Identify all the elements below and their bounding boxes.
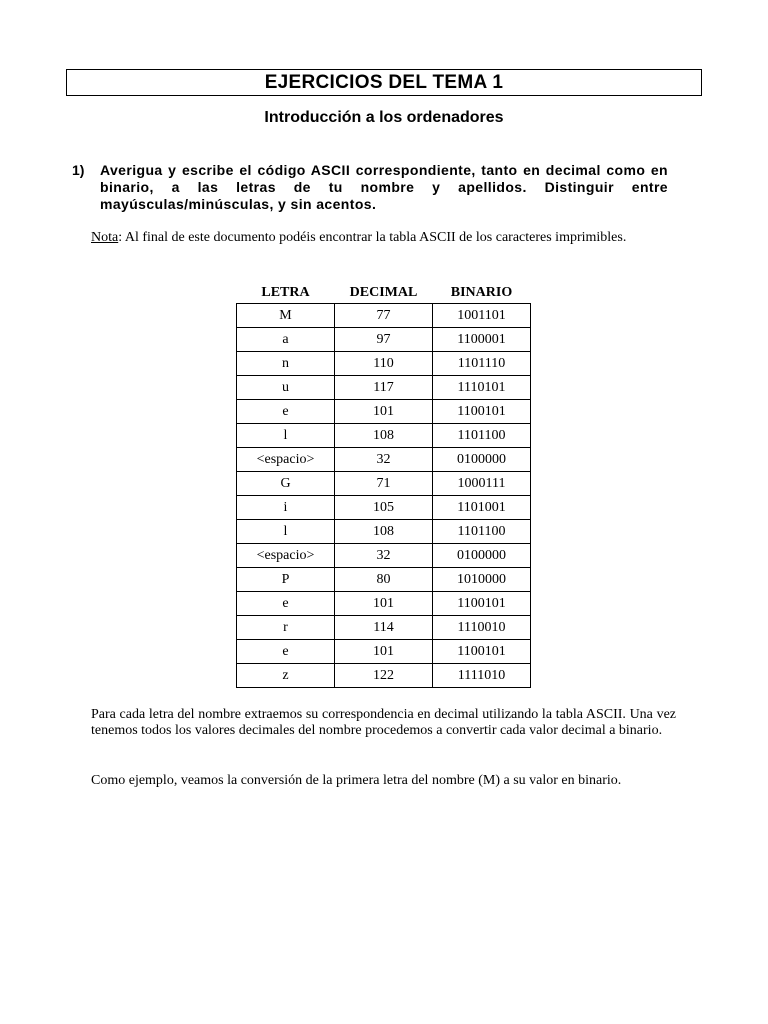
cell-decimal: 77 (335, 304, 433, 328)
document-title: EJERCICIOS DEL TEMA 1 (264, 71, 504, 93)
cell-letra: <espacio> (237, 448, 335, 472)
cell-binario: 1100101 (433, 592, 531, 616)
cell-letra: P (237, 568, 335, 592)
header-letra: LETRA (261, 285, 310, 300)
table-row (237, 664, 531, 688)
cell-decimal: 71 (335, 472, 433, 496)
table-row (237, 640, 531, 664)
table-row (237, 568, 531, 592)
header-decimal: DECIMAL (349, 285, 418, 300)
cell-decimal: 108 (335, 424, 433, 448)
note-label: Nota (91, 230, 119, 245)
cell-binario: 1000111 (433, 472, 531, 496)
cell-decimal: 108 (335, 520, 433, 544)
table-row (237, 544, 531, 568)
cell-letra: a (237, 328, 335, 352)
cell-binario: 1100101 (433, 400, 531, 424)
note-text: : Al final de este documento podéis encontrar la tabla ASCII de los caracteres imprimibles. (118, 230, 627, 245)
cell-letra: z (237, 664, 335, 688)
cell-decimal: 101 (335, 592, 433, 616)
table-body (237, 304, 531, 688)
table-row (237, 520, 531, 544)
cell-letra: n (237, 352, 335, 376)
table-row (237, 352, 531, 376)
cell-binario: 1110101 (433, 376, 531, 400)
cell-decimal: 110 (335, 352, 433, 376)
cell-decimal: 101 (335, 400, 433, 424)
cell-letra: e (237, 400, 335, 424)
cell-decimal: 101 (335, 640, 433, 664)
note-paragraph (91, 230, 676, 246)
cell-letra: u (237, 376, 335, 400)
example-paragraph: Como ejemplo, veamos la conversión de la primera letra del nombre (M) a su valor en binario. (91, 773, 622, 788)
cell-binario: 1111010 (433, 664, 531, 688)
cell-decimal: 122 (335, 664, 433, 688)
cell-binario: 1110010 (433, 616, 531, 640)
cell-decimal: 97 (335, 328, 433, 352)
header-binario: BINARIO (450, 285, 513, 300)
table-row (237, 328, 531, 352)
question-number: 1) (72, 162, 85, 178)
cell-letra: i (237, 496, 335, 520)
cell-binario: 1001101 (433, 304, 531, 328)
cell-decimal: 105 (335, 496, 433, 520)
ascii-table (236, 283, 531, 688)
cell-letra: l (237, 520, 335, 544)
document-subtitle: Introducción a los ordenadores (264, 109, 504, 126)
table-row (237, 304, 531, 328)
table-row (237, 616, 531, 640)
cell-binario: 0100000 (433, 448, 531, 472)
document-title-box (66, 69, 702, 96)
table-row (237, 472, 531, 496)
table-row (237, 592, 531, 616)
cell-binario: 1100101 (433, 640, 531, 664)
cell-letra: r (237, 616, 335, 640)
cell-decimal: 80 (335, 568, 433, 592)
exercise-question (72, 162, 668, 213)
explanation-paragraph: Para cada letra del nombre extraemos su correspondencia en decimal utilizando la tabla ASCII. Una vez tenemos todos los valores decimales del nombre procedemos a convertir cada valor decimal a binario. (91, 707, 676, 738)
cell-binario: 1100001 (433, 328, 531, 352)
cell-letra: e (237, 640, 335, 664)
cell-letra: l (237, 424, 335, 448)
cell-binario: 1101001 (433, 496, 531, 520)
table-header-row (237, 283, 531, 304)
cell-letra: G (237, 472, 335, 496)
cell-letra: e (237, 592, 335, 616)
table-row (237, 424, 531, 448)
cell-decimal: 114 (335, 616, 433, 640)
cell-binario: 1101110 (433, 352, 531, 376)
table-row (237, 400, 531, 424)
cell-letra: <espacio> (237, 544, 335, 568)
cell-letra: M (237, 304, 335, 328)
question-text: Averigua y escribe el código ASCII correspondiente, tanto en decimal como en binario, a las letras de tu nombre y apellidos. Distinguir entre mayúsculas/minúsculas, y sin acentos. (100, 162, 668, 212)
cell-binario: 1101100 (433, 424, 531, 448)
cell-binario: 1010000 (433, 568, 531, 592)
table-row (237, 376, 531, 400)
table-row (237, 448, 531, 472)
cell-decimal: 32 (335, 448, 433, 472)
cell-binario: 1101100 (433, 520, 531, 544)
table-row (237, 496, 531, 520)
cell-decimal: 117 (335, 376, 433, 400)
cell-decimal: 32 (335, 544, 433, 568)
cell-binario: 0100000 (433, 544, 531, 568)
